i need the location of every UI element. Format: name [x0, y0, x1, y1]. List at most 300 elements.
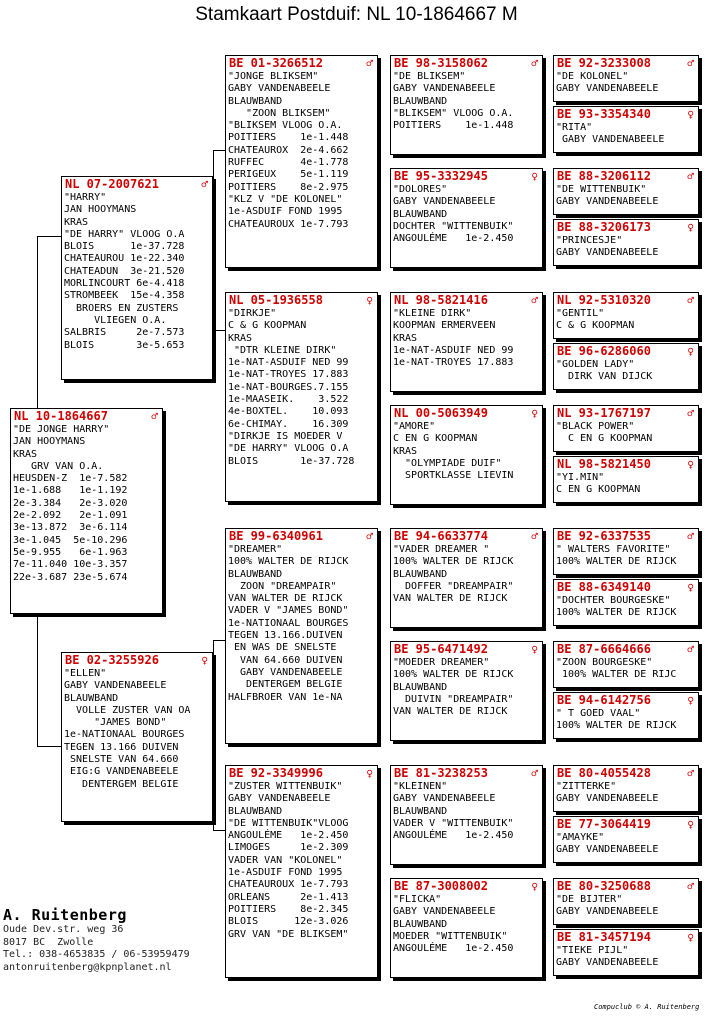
card-line: POITIERS 1e-1.448	[393, 120, 514, 132]
card-line: 1e-NATIONAAL BOURGES	[228, 617, 349, 629]
card-line: "OLYMPIADE DUIF"	[393, 457, 502, 469]
card-line: "PRINCESJE"	[556, 235, 623, 246]
sex-icon: ♂	[687, 767, 694, 780]
pigeon-card-mmm	[390, 878, 543, 978]
card-line: ANGOULÉME 1e-2.450	[393, 943, 514, 955]
card-line: VADER V "WITTENBUIK"	[393, 817, 514, 829]
card-line: VAN WALTER DE RIJCK	[393, 706, 508, 718]
card-header	[391, 56, 542, 71]
card-line: STROMBEEK 15e-4.358	[64, 290, 185, 302]
card-line: " T GOED VAAL"	[556, 708, 641, 719]
card-line: "DTR KLEINE DIRK"	[228, 344, 337, 356]
card-line: 100% WALTER DE RIJCK	[556, 607, 677, 619]
card-line: 2e-3.384 2e-3.020	[13, 497, 128, 509]
card-line: DOFFER "DREAMPAIR"	[393, 580, 514, 592]
card-header	[554, 529, 698, 544]
card-line: SPORTKLASSE LIEVIN	[393, 470, 514, 482]
sex-icon: ♂	[531, 57, 538, 70]
card-line: "GOLDEN LADY"	[556, 359, 635, 370]
sex-icon: ♂	[687, 880, 694, 893]
card-line: "DE HARRY" VLOOG O.A	[64, 228, 185, 240]
card-line: BLAUWBAND	[393, 681, 448, 693]
card-line: JAN HOOYMANS	[13, 436, 86, 448]
sex-icon: ♂	[201, 178, 208, 191]
card-line: BLAUWBAND	[393, 805, 448, 817]
owner-email: antonruitenberg@kpnplanet.nl	[3, 961, 172, 973]
card-line: 3e-1.045 5e-10.296	[13, 534, 128, 546]
card-line: "DE JONGE HARRY"	[13, 424, 110, 435]
card-line: VAN WALTER DE RIJCK	[228, 593, 343, 605]
card-header	[554, 107, 698, 122]
card-line: BLAUWBAND	[393, 208, 448, 220]
pigeon-card-c13	[553, 765, 699, 812]
card-line: VAN 64.660 DUIVEN	[228, 654, 343, 666]
card-line: "JAMES BOND"	[64, 717, 167, 729]
ring-number: BE 88-3206112	[557, 169, 651, 183]
card-line: "FLICKA"	[393, 894, 442, 905]
connector	[213, 150, 214, 330]
connector	[213, 150, 225, 151]
card-line: JAN HOOYMANS	[64, 204, 137, 216]
pigeon-card-mmf	[390, 765, 543, 865]
pigeon-card-c8	[553, 456, 699, 503]
sex-icon: ♀	[201, 654, 208, 667]
pigeon-card-fmf	[390, 292, 543, 392]
pigeon-card-c1	[553, 55, 699, 102]
card-header	[226, 56, 377, 71]
card-header	[554, 220, 698, 235]
card-header	[554, 56, 698, 71]
ring-number: NL 98-5821450	[557, 457, 651, 471]
ring-number: BE 02-3255926	[65, 653, 159, 667]
connector	[213, 640, 225, 641]
pigeon-card-c11	[553, 641, 699, 688]
ring-number: BE 94-6633774	[394, 529, 488, 543]
pigeon-card-c9	[553, 528, 699, 575]
card-header	[391, 293, 542, 308]
card-line: 1e-NATIONAAL BOURGES	[64, 729, 185, 741]
card-line: C & G KOOPMAN	[556, 320, 635, 332]
card-line: "JONGE BLIKSEM"	[228, 71, 319, 82]
card-line: 1e-NAT-ASDUIF NED 99	[228, 357, 349, 369]
card-line: "TIEKE PIJL"	[556, 945, 629, 956]
sex-icon: ♀	[687, 458, 694, 471]
card-line: "BLIKSEM VLOOG O.A.	[228, 120, 343, 132]
card-line: ZOON "DREAMPAIR"	[228, 580, 337, 592]
ring-number: BE 80-4055428	[557, 766, 651, 780]
card-line: "DE WITTENBUIK"	[556, 184, 647, 195]
sex-icon: ♀	[366, 767, 373, 780]
card-line: " WALTERS FAVORITE"	[556, 544, 671, 555]
card-line: "RITA"	[556, 122, 593, 133]
card-line: BROERS EN ZUSTERS	[64, 302, 179, 314]
pigeon-card-c7	[553, 405, 699, 452]
pigeon-card-fmm	[390, 405, 543, 505]
card-line: 1e-NAT-ASDUIF NED 99	[393, 344, 514, 356]
card-line: GABY VANDENABEELE	[64, 680, 167, 692]
card-line: KRAS	[13, 448, 38, 460]
pigeon-card-c2	[553, 106, 699, 153]
ring-number: BE 96-6286060	[557, 344, 651, 358]
card-line: POITIERS 8e-2.345	[228, 903, 349, 915]
sex-icon: ♂	[687, 294, 694, 307]
card-line: 100% WALTER DE RIJCK	[556, 556, 677, 568]
card-line: 1e-NAT-BOURGES.7.155	[228, 381, 349, 393]
sex-icon: ♀	[531, 407, 538, 420]
pigeon-card-ffm	[390, 168, 543, 268]
card-line: C & G KOOPMAN	[228, 320, 307, 332]
card-header	[554, 293, 698, 308]
connector	[213, 830, 225, 831]
card-line: GABY VANDENABEELE	[228, 793, 331, 805]
card-header	[391, 529, 542, 544]
card-line: GABY VANDENABEELE	[393, 83, 496, 95]
card-line: MOEDER "WITTENBUIK"	[393, 930, 508, 942]
card-line: CHATEAUROU 1e-22.340	[64, 253, 185, 265]
card-line: "ELLEN"	[64, 668, 107, 679]
card-line: VADER VAN "KOLONEL"	[228, 854, 343, 866]
card-line: GABY VANDENABEELE	[228, 83, 331, 95]
card-line: POITIERS 1e-1.448	[228, 132, 349, 144]
card-line: CHATEAUROUX 1e-7.793	[228, 879, 349, 891]
pigeon-card-c6	[553, 343, 699, 390]
card-header	[554, 457, 698, 472]
card-line: "DIRKJE"	[228, 308, 277, 319]
card-line: PERIGEUX 5e-1.119	[228, 169, 349, 181]
card-line: 100% WALTER DE RIJCK	[228, 556, 349, 568]
card-line: HEUSDEN-Z 1e-7.582	[13, 473, 128, 485]
card-header	[554, 930, 698, 945]
card-line: "YI.MIN"	[556, 472, 605, 483]
card-line: ANGOULÉME 1e-2.450	[393, 830, 514, 842]
card-line: "ZITTERKE"	[556, 781, 617, 792]
sex-icon: ♂	[531, 530, 538, 543]
ring-number: BE 99-6340961	[229, 529, 323, 543]
credit-text: Compuclub © A. Ruitenberg	[594, 1003, 700, 1011]
card-line: SALBRIS 2e-7.573	[64, 327, 185, 339]
card-line: GABY VANDENABEELE	[556, 196, 659, 208]
card-line: GABY VANDENABEELE	[228, 666, 343, 678]
card-line: 6e-CHIMAY. 16.309	[228, 418, 349, 430]
card-line: 100% WALTER DE RIJC	[556, 669, 677, 681]
card-line: 1e-MAASEIK. 3.522	[228, 394, 349, 406]
card-header	[11, 409, 162, 424]
card-line: "BLIKSEM" VLOOG O.A.	[393, 107, 514, 119]
card-line: POITIERS 8e-2.975	[228, 181, 349, 193]
card-header	[391, 169, 542, 184]
card-line: "GENTIL"	[556, 308, 605, 319]
ring-number: BE 88-3206173	[557, 220, 651, 234]
card-line: BLOIS 1e-37.728	[64, 241, 185, 253]
pigeon-card-ff	[225, 55, 378, 268]
ring-number: BE 81-3238253	[394, 766, 488, 780]
card-line: "ZOON BOURGESKE"	[556, 657, 653, 668]
card-line: GABY VANDENABEELE	[556, 83, 659, 95]
card-line: 7e-11.040 10e-3.357	[13, 559, 128, 571]
card-line: GABY VANDENABEELE	[556, 247, 659, 259]
ring-number: NL 00-5063949	[394, 406, 488, 420]
pigeon-card-c14	[553, 816, 699, 863]
owner-phone: Tel.: 038-4653835 / 06-53959479	[3, 949, 190, 960]
ring-number: BE 92-3349996	[229, 766, 323, 780]
sex-icon: ♂	[687, 57, 694, 70]
pigeon-card-c12	[553, 692, 699, 739]
card-line: 22e-3.687 23e-5.674	[13, 571, 128, 583]
owner-address: Oude Dev.str. weg 36	[3, 924, 124, 935]
card-line: EN WAS DE SNELSTE	[228, 642, 337, 654]
card-line: 3e-13.872 3e-6.114	[13, 522, 128, 534]
card-line: "DREAMER"	[228, 544, 283, 555]
sex-icon: ♂	[531, 767, 538, 780]
card-line: GRV VAN "DE BLIKSEM"	[228, 928, 349, 940]
card-line: "MOEDER DREAMER"	[393, 657, 490, 668]
pigeon-card-mff	[390, 528, 543, 628]
card-header	[226, 766, 377, 781]
card-line: 1e-1.688 1e-1.192	[13, 485, 128, 497]
card-header	[391, 642, 542, 657]
card-header	[554, 344, 698, 359]
ring-number: NL 98-5821416	[394, 293, 488, 307]
card-line: 1e-NAT-TROYES 17.883	[393, 357, 514, 369]
card-header	[391, 879, 542, 894]
card-line: 100% WALTER DE RIJCK	[393, 556, 514, 568]
ring-number: BE 94-6142756	[557, 693, 651, 707]
card-line: HALFBROER VAN 1e-NA	[228, 691, 343, 703]
card-line: C EN G KOOPMAN	[393, 433, 478, 445]
sex-icon: ♀	[687, 345, 694, 358]
sex-icon: ♂	[687, 530, 694, 543]
sex-icon: ♀	[687, 931, 694, 944]
card-line: TEGEN 13.166 DUIVEN	[64, 741, 179, 753]
owner-block	[3, 906, 223, 974]
card-line: GABY VANDENABEELE	[556, 906, 659, 918]
pigeon-card-c3	[553, 168, 699, 215]
pigeon-card-mm	[225, 765, 378, 978]
connector	[213, 330, 225, 331]
card-line: ANGOULÉME 1e-2.450	[228, 830, 349, 842]
card-line: KOOPMAN ERMERVEEN	[393, 320, 496, 332]
card-line: DOCHTER "WITTENBUIK"	[393, 220, 514, 232]
card-line: "KLEINEN"	[393, 781, 448, 792]
card-header	[391, 766, 542, 781]
card-line: 100% WALTER DE RIJCK	[556, 720, 677, 732]
sex-icon: ♀	[687, 818, 694, 831]
card-line: BLAUWBAND	[393, 568, 448, 580]
pigeon-card-mother	[61, 652, 213, 822]
pigeon-card-c15	[553, 878, 699, 925]
ring-number: NL 93-1767197	[557, 406, 651, 420]
ring-number: BE 93-3354340	[557, 107, 651, 121]
card-line: RUFFEC 4e-1.778	[228, 157, 349, 169]
card-line: 2e-2.092 2e-1.091	[13, 510, 128, 522]
pigeon-card-c5	[553, 292, 699, 339]
card-line: BLAUWBAND	[393, 918, 448, 930]
card-line: KRAS	[393, 332, 418, 344]
card-line: VADER V "JAMES BOND"	[228, 605, 349, 617]
card-header	[554, 406, 698, 421]
card-line: GABY VANDENABEELE	[556, 957, 659, 969]
card-line: 4e-BOXTEL. 10.093	[228, 406, 349, 418]
card-line: ORLEANS 2e-1.413	[228, 891, 349, 903]
pigeon-card-fff	[390, 55, 543, 155]
card-line: VOLLE ZUSTER VAN OA	[64, 704, 191, 716]
sex-icon: ♀	[687, 581, 694, 594]
ring-number: BE 92-3233008	[557, 56, 651, 70]
card-header	[62, 653, 212, 668]
card-line: GABY VANDENABEELE	[393, 793, 496, 805]
card-line: KRAS	[228, 332, 253, 344]
sex-icon: ♀	[531, 880, 538, 893]
card-line: "DE BLIKSEM"	[393, 71, 466, 82]
card-line: KRAS	[64, 216, 89, 228]
card-line: GRV VAN O.A.	[13, 460, 104, 472]
card-line: ANGOULÉME 1e-2.450	[393, 233, 514, 245]
sex-icon: ♂	[531, 294, 538, 307]
card-header	[554, 817, 698, 832]
card-line: VAN WALTER DE RIJCK	[393, 593, 508, 605]
card-line: DENTERGEM BELGIE	[64, 778, 179, 790]
card-line: BLAUWBAND	[228, 95, 283, 107]
card-line: 1e-ASDUIF FOND 1995	[228, 867, 343, 879]
card-line: "DOLORES"	[393, 184, 448, 195]
ring-number: BE 92-6337535	[557, 529, 651, 543]
card-header	[554, 580, 698, 595]
sex-icon: ♀	[531, 643, 538, 656]
card-line: BLAUWBAND	[64, 692, 119, 704]
card-line: "DOCHTER BOURGESKE"	[556, 595, 671, 606]
pigeon-card-mf	[225, 528, 378, 744]
ring-number: BE 77-3064419	[557, 817, 651, 831]
card-line: BLAUWBAND	[393, 95, 448, 107]
pigeon-card-c4	[553, 219, 699, 266]
card-line: 100% WALTER DE RIJCK	[393, 669, 514, 681]
ring-number: NL 10-1864667	[14, 409, 108, 423]
ring-number: BE 81-3457194	[557, 930, 651, 944]
card-header	[554, 766, 698, 781]
card-line: BLAUWBAND	[228, 805, 283, 817]
sex-icon: ♀	[366, 294, 373, 307]
card-line: SNELSTE VAN 64.660	[64, 754, 179, 766]
ring-number: NL 05-1936558	[229, 293, 323, 307]
card-line: VLIEGEN O.A.	[64, 314, 167, 326]
sex-icon: ♀	[687, 221, 694, 234]
card-line: 1e-ASDUIF FOND 1995	[228, 206, 343, 218]
connector	[37, 236, 61, 237]
card-header	[391, 406, 542, 421]
card-line: DUIVIN "DREAMPAIR"	[393, 693, 514, 705]
connector	[37, 746, 61, 747]
card-line: CHATEAUROUX 1e-7.793	[228, 218, 349, 230]
pigeon-card-c16	[553, 929, 699, 976]
ring-number: NL 07-2007621	[65, 177, 159, 191]
card-line: KRAS	[393, 445, 418, 457]
card-line: C EN G KOOPMAN	[556, 433, 653, 445]
card-line: "KLZ V "DE KOLONEL"	[228, 193, 343, 205]
card-header	[554, 879, 698, 894]
card-line: BLOIS 12e-3.026	[228, 916, 349, 928]
card-line: GABY VANDENABEELE	[393, 906, 496, 918]
card-line: EIG:G VANDENABEELE	[64, 766, 179, 778]
card-line: LIMOGES 1e-2.309	[228, 842, 349, 854]
sex-icon: ♂	[687, 643, 694, 656]
page-title: Stamkaart Postduif: NL 10-1864667 M	[195, 4, 518, 25]
card-line: BLAUWBAND	[228, 568, 283, 580]
card-line: MORLINCOURT 6e-4.418	[64, 278, 185, 290]
sex-icon: ♂	[687, 170, 694, 183]
card-header	[62, 177, 212, 192]
ring-number: NL 92-5310320	[557, 293, 651, 307]
card-line: CHATEADUN 3e-21.520	[64, 265, 185, 277]
card-line: GABY VANDENABEELE	[393, 196, 496, 208]
card-line: CHATEAUROX 2e-4.662	[228, 144, 349, 156]
card-line: "DE HARRY" VLOOG O.A	[228, 443, 349, 455]
card-line: "ZOON BLIKSEM"	[228, 107, 331, 119]
card-line: DENTERGEM BELGIE	[228, 679, 343, 691]
card-line: "DE WITTENBUIK"VLOOG	[228, 817, 349, 829]
pigeon-card-c10	[553, 579, 699, 626]
card-header	[226, 529, 377, 544]
card-line: "DE KOLONEL"	[556, 71, 629, 82]
card-line: "DE BIJTER"	[556, 894, 623, 905]
card-header	[554, 169, 698, 184]
ring-number: BE 87-6664666	[557, 642, 651, 656]
connector	[213, 640, 214, 830]
owner-city: 8017 BC Zwolle	[3, 936, 94, 948]
card-line: TEGEN 13.166.DUIVEN	[228, 630, 343, 642]
card-line: "KLEINE DIRK"	[393, 308, 472, 319]
pigeon-card-fm	[225, 292, 378, 502]
sex-icon: ♀	[531, 170, 538, 183]
card-line: C EN G KOOPMAN	[556, 484, 641, 496]
pigeon-card-mfm	[390, 641, 543, 741]
sex-icon: ♂	[151, 410, 158, 423]
card-line: DIRK VAN DIJCK	[556, 371, 653, 383]
pigeon-card-father	[61, 176, 213, 380]
owner-name: A. Ruitenberg	[3, 906, 127, 924]
card-line: BLOIS 3e-5.653	[64, 339, 185, 351]
card-line: "ZUSTER WITTENBUIK"	[228, 781, 343, 792]
card-line: GABY VANDENABEELE	[556, 844, 659, 856]
ring-number: BE 01-3266512	[229, 56, 323, 70]
sex-icon: ♂	[687, 407, 694, 420]
ring-number: BE 95-3332945	[394, 169, 488, 183]
sex-icon: ♀	[687, 108, 694, 121]
card-line: BLOIS 1e-37.728	[228, 455, 355, 467]
card-header	[554, 693, 698, 708]
card-line: "VADER DREAMER "	[393, 544, 490, 555]
card-line: "HARRY"	[64, 192, 107, 203]
sex-icon: ♂	[366, 530, 373, 543]
card-line: 5e-9.955 6e-1.963	[13, 546, 128, 558]
card-header	[226, 293, 377, 308]
sex-icon: ♀	[687, 694, 694, 707]
ring-number: BE 95-6471492	[394, 642, 488, 656]
card-line: "AMORE"	[393, 421, 436, 432]
ring-number: BE 80-3250688	[557, 879, 651, 893]
ring-number: BE 88-6349140	[557, 580, 651, 594]
ring-number: BE 98-3158062	[394, 56, 488, 70]
card-line: GABY VANDENABEELE	[556, 134, 665, 146]
ring-number: BE 87-3008002	[394, 879, 488, 893]
sex-icon: ♂	[366, 57, 373, 70]
card-line: "AMAYKE"	[556, 832, 605, 843]
card-line: "BLACK POWER"	[556, 421, 635, 432]
card-line: GABY VANDENABEELE	[556, 793, 659, 805]
pigeon-card-subject	[10, 408, 163, 614]
card-line: 1e-NAT-TROYES 17.883	[228, 369, 349, 381]
card-header	[554, 642, 698, 657]
card-line: "DIRKJE IS MOEDER V	[228, 430, 343, 442]
